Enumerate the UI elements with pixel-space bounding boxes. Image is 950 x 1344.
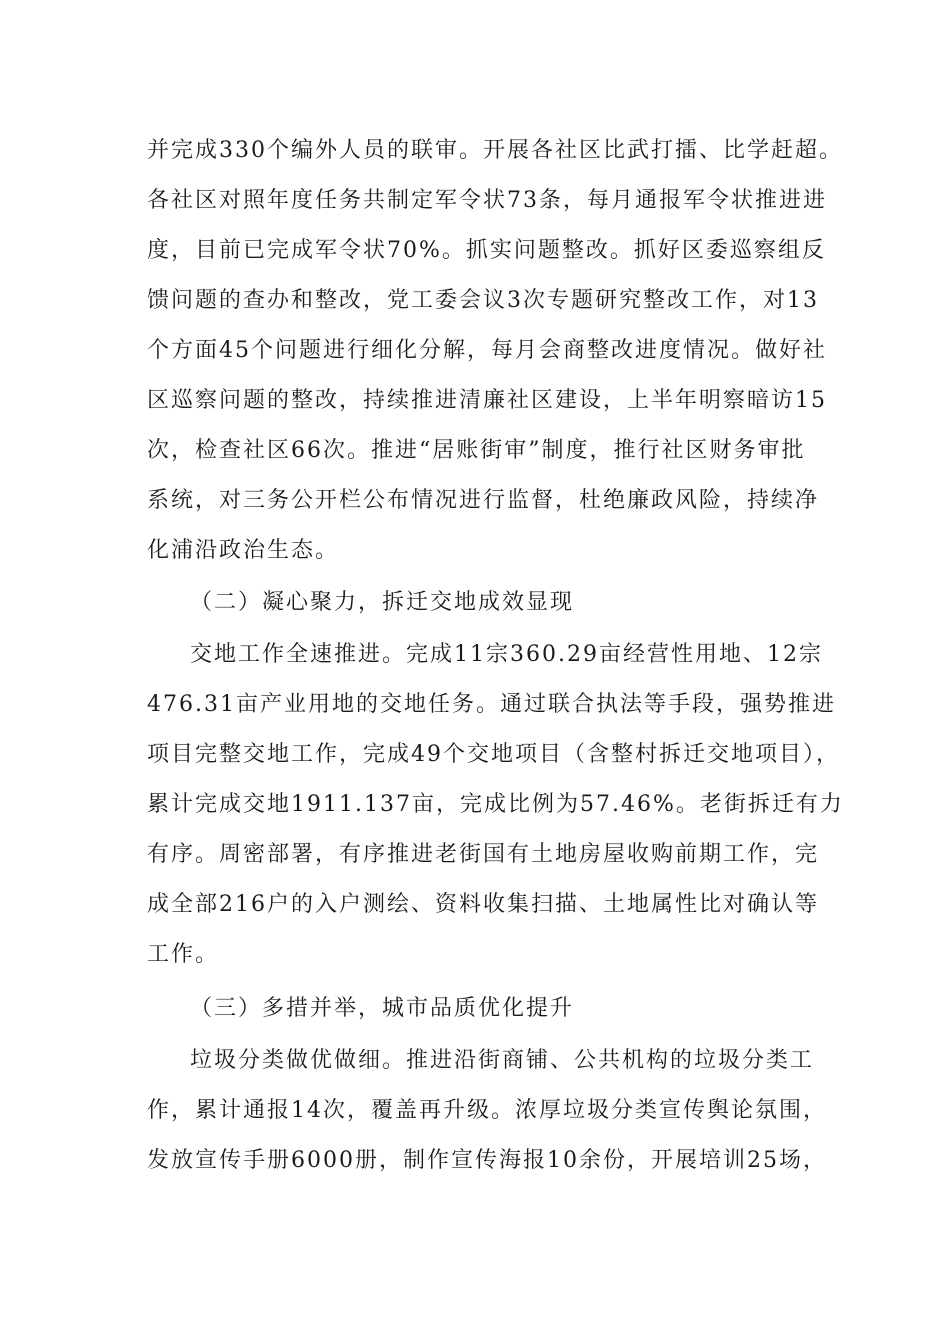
paragraph-line: 成全部216户的入户测绘、资料收集扫描、土地属性比对确认等 — [147, 892, 819, 917]
paragraph-line: 交地工作全速推进。完成11宗360.29亩经营性用地、12宗 — [190, 642, 823, 667]
paragraph-line: 垃圾分类做优做细。推进沿街商铺、公共机构的垃圾分类工 — [190, 1048, 815, 1073]
paragraph-line: 发放宣传手册6000册，制作宣传海报10余份，开展培训25场， — [147, 1148, 827, 1173]
paragraph-line: 馈问题的查办和整改，党工委会议3次专题研究整改工作，对13 — [147, 288, 819, 313]
paragraph-line: 个方面45个问题进行细化分解，每月会商整改进度情况。做好社 — [147, 338, 827, 363]
paragraph-line: 次，检查社区66次。推进“居账街审”制度，推行社区财务审批 — [147, 438, 806, 463]
paragraph-line: 作，累计通报14次，覆盖再升级。浓厚垃圾分类宣传舆论氛围， — [147, 1098, 827, 1123]
paragraph-line: 累计完成交地1911.137亩，完成比例为57.46%。老街拆迁有力 — [147, 792, 844, 817]
paragraph-line: 系统，对三务公开栏公布情况进行监督，杜绝廉政风险，持续净 — [147, 488, 820, 513]
section-heading: （二）凝心聚力，拆迁交地成效显现 — [190, 590, 575, 615]
paragraph-line: 并完成330个编外人员的联审。开展各社区比武打擂、比学赶超。 — [147, 138, 843, 163]
paragraph-line: 各社区对照年度任务共制定军令状73条，每月通报军令状推进进 — [147, 188, 827, 213]
paragraph-line: 区巡察问题的整改，持续推进清廉社区建设，上半年明察暗访15 — [147, 388, 827, 413]
paragraph-line: 工作。 — [147, 942, 220, 967]
paragraph-line: 476.31亩产业用地的交地任务。通过联合执法等手段，强势推进 — [147, 692, 836, 717]
paragraph-line: 项目完整交地工作，完成49个交地项目（含整村拆迁交地项目）， — [147, 742, 840, 767]
paragraph-line: 有序。周密部署，有序推进老街国有土地房屋收购前期工作，完 — [147, 842, 820, 867]
paragraph-line: 化浦沿政治生态。 — [147, 538, 340, 563]
paragraph-line: 度，目前已完成军令状70%。抓实问题整改。抓好区委巡察组反 — [147, 238, 826, 263]
section-heading: （三）多措并举，城市品质优化提升 — [190, 996, 575, 1021]
